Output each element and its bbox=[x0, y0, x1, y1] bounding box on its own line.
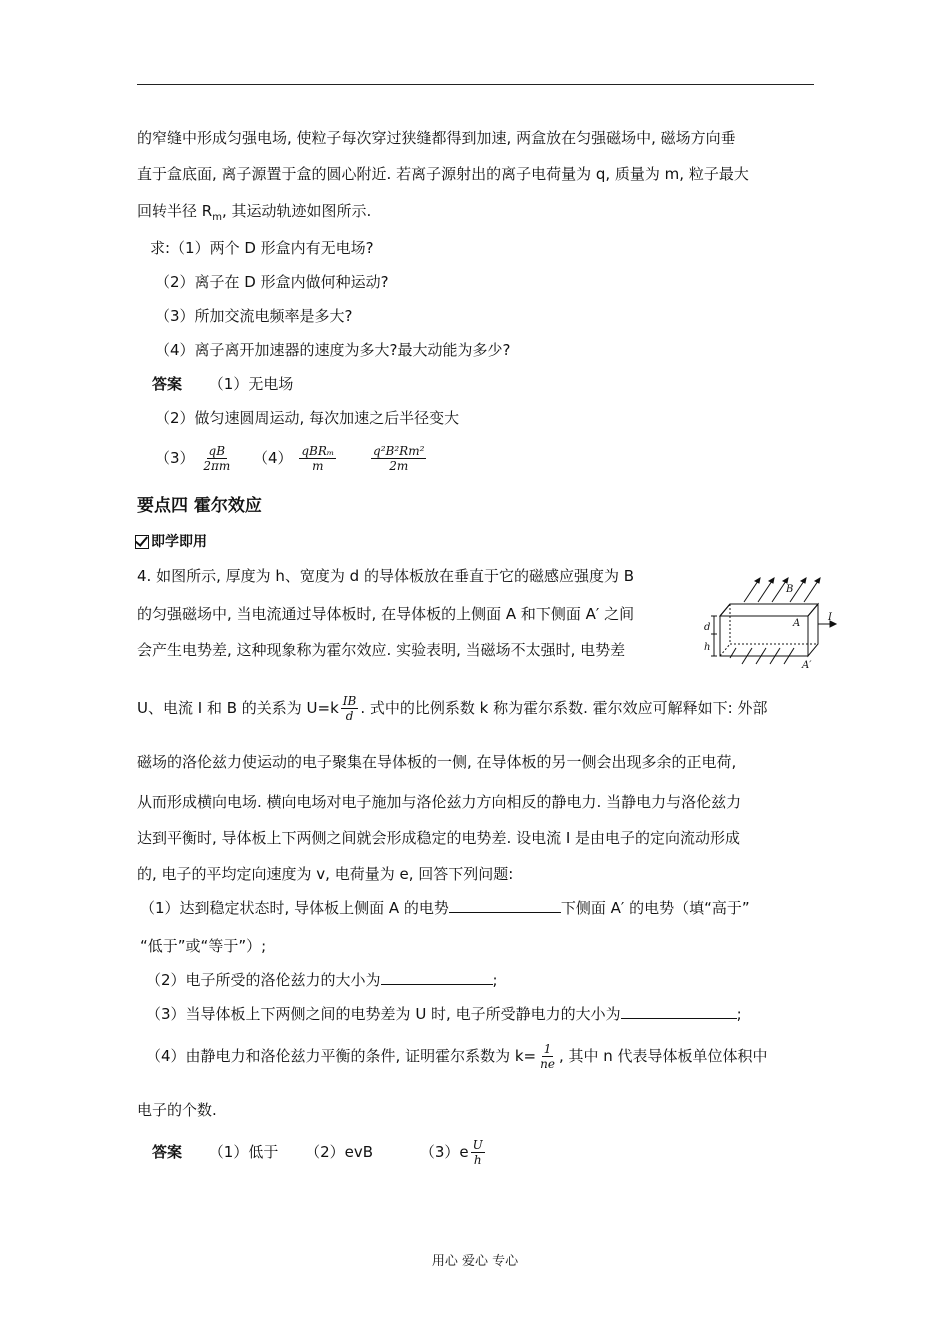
page-footer: 用心 爱心 专心 bbox=[431, 1254, 519, 1269]
fraction-1-ne: $\frac{1}{ne}$ bbox=[540, 1042, 555, 1071]
q3-answer-line-3: （3） $\frac{qB}{2\pi m}$ （4） $\frac{\text{qBRₘ}}{m}$ $\frac{\text{q²B²Rm²}}{2m}$ bbox=[155, 444, 425, 473]
q4-sub-2: （2）电子所受的洛伦兹力的大小为 ; bbox=[146, 971, 498, 989]
q4-sub-1: （1）达到稳定状态时, 导体板上侧面 A 的电势 下侧面 A′ 的电势（填“高于” bbox=[140, 899, 750, 917]
q4-sub-3: （3）当导体板上下两侧之间的电势差为 U 时, 电子所受静电力的大小为 ; bbox=[146, 1005, 742, 1023]
magnetic-field-arrows bbox=[744, 578, 820, 602]
answer-blank-2[interactable] bbox=[381, 970, 493, 985]
q4-line-7: 达到平衡时, 导体板上下两侧之间就会形成稳定的电势差. 设电流 I 是由电子的定向流动形成 bbox=[137, 829, 741, 847]
q4-line-2: 的匀强磁场中, 当电流通过导体板时, 在导体板的上侧面 A 和下侧面 A′ 之间 bbox=[137, 605, 635, 623]
answer-label: 答案 bbox=[152, 375, 183, 393]
q4-answer-line: 答案 （1）低于 （2）evB （3）e $\frac{U}{h}$ bbox=[152, 1138, 483, 1167]
section-title: 要点四 霍尔效应 bbox=[137, 496, 262, 516]
section-subtitle: 即学即用 bbox=[135, 532, 207, 552]
checkbox-icon bbox=[135, 535, 149, 549]
conductor-plate bbox=[720, 604, 818, 656]
q3-question-1: 求:（1）两个 D 形盒内有无电场? bbox=[150, 239, 374, 257]
q4-line-8: 的, 电子的平均定向速度为 v, 电荷量为 e, 回答下列问题: bbox=[137, 865, 514, 883]
intro-line-2: 直于盒底面, 离子源置于盒的圆心附近. 若离子源射出的离子电荷量为 q, 质量为 m, 粒子最大 bbox=[137, 165, 749, 183]
q3-question-4: （4）离子离开加速器的速度为多大?最大动能为多少? bbox=[155, 341, 511, 359]
label-b: B bbox=[786, 584, 794, 595]
q3-answer-line-2: （2）做匀速圆周运动, 每次加速之后半径变大 bbox=[155, 409, 460, 427]
answer-blank-1[interactable] bbox=[449, 898, 561, 913]
fraction-velocity: $\frac{\text{qBRₘ}}{m}$ bbox=[301, 444, 335, 473]
answer-blank-3[interactable] bbox=[621, 1004, 737, 1019]
q4-line-3: 会产生电势差, 这种现象称为霍尔效应. 实验表明, 当磁场不太强时, 电势差 bbox=[137, 641, 626, 659]
q3-answer-line-1: 答案 （1）无电场 bbox=[152, 375, 294, 393]
hall-effect-diagram bbox=[700, 572, 840, 670]
header-rule bbox=[137, 84, 814, 85]
intro-line-3: 回转半径 $R_m$, 其运动轨迹如图所示. bbox=[137, 202, 372, 223]
fraction-kinetic-energy: $\frac{\text{q²B²Rm²}}{2m}$ bbox=[373, 444, 425, 473]
fraction-ib-d: $\frac{IB}{d}$ bbox=[342, 694, 357, 723]
label-h: h bbox=[704, 642, 711, 653]
label-a-prime: A′ bbox=[802, 660, 812, 670]
q4-sub-4-line-2: 电子的个数. bbox=[137, 1101, 217, 1119]
fraction-u-h: $\frac{U}{h}$ bbox=[472, 1138, 483, 1167]
q4-line-4: U、电流 I 和 B 的关系为 U=k $\frac{IB}{d}$ . 式中的比例系数 k 称为霍尔系数. 霍尔效应可解释如下: 外部 bbox=[137, 694, 768, 723]
intro-line-1: 的窄缝中形成匀强电场, 使粒子每次穿过狭缝都得到加速, 两盒放在匀强磁场中, 磁场方向垂 bbox=[137, 129, 736, 147]
q3-question-2: （2）离子在 D 形盒内做何种运动? bbox=[155, 273, 389, 291]
q4-line-5: 磁场的洛伦兹力使运动的电子聚集在导体板的一侧, 在导体板的另一侧会出现多余的正电荷, bbox=[137, 753, 737, 771]
q3-question-3: （3）所加交流电频率是多大? bbox=[155, 307, 353, 325]
label-a: A bbox=[793, 618, 801, 629]
q4-sub-4: （4）由静电力和洛伦兹力平衡的条件, 证明霍尔系数为 k= $\frac{1}{ne}$ , 其中 n 代表导体板单位体积中 bbox=[146, 1042, 768, 1071]
q4-line-1: 4. 如图所示, 厚度为 h、宽度为 d 的导体板放在垂直于它的磁感应强度为 B bbox=[137, 567, 635, 585]
label-i: I bbox=[828, 612, 832, 623]
q4-sub-1-line-2: “低于”或“等于”）; bbox=[140, 937, 267, 955]
label-d: d bbox=[704, 622, 711, 633]
fraction-frequency: $\frac{qB}{2\pi m}$ bbox=[203, 444, 231, 473]
q4-line-6: 从而形成横向电场. 横向电场对电子施加与洛伦兹力方向相反的静电力. 当静电力与洛伦兹力 bbox=[137, 793, 742, 811]
answer-label: 答案 bbox=[152, 1143, 183, 1161]
